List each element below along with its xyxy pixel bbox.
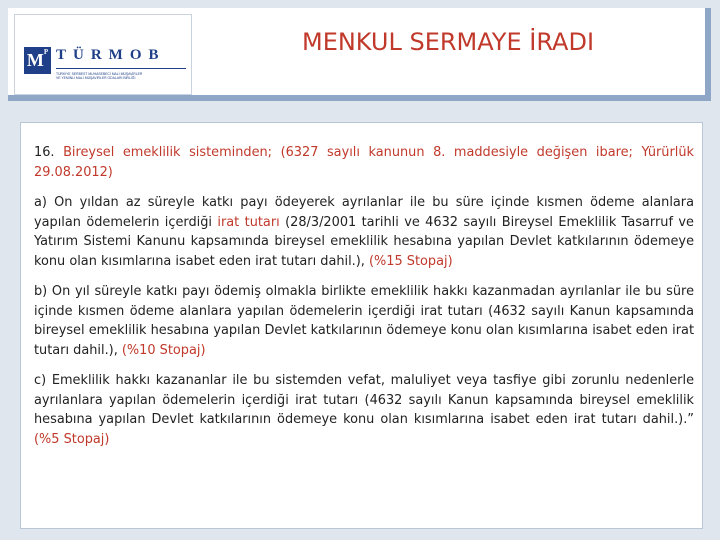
slide-title: MENKUL SERMAYE İRADI [301,28,595,56]
logo-name: TÜRMOB [56,47,166,63]
paragraph-16 [34,143,694,182]
paragraph-c-text: c) Emeklilik hakkı kazananlar ile bu sistemden vefat, maluliyet veya tasfiye gibi zorunlu nedenlerle ayrılanlara yapılan ödemelerin içerdiği irat tutarı (4632 sayılı Kanun kapsamında bireysel emeklilik hesabına yapılan Devlet katkılarının ödemeye konu olan kısımlarına isabet eden irat tutarı dahil.).” [34,373,694,427]
slide-header [8,8,711,101]
paragraph-b-text: b) On yıl süreyle katkı payı ödemiş olmakla birlikte emeklilik hakkı kazanmadan ayrılanlar ile bu süre içinde kısmen ödeme alanlara yapılan ödemelerin içerdiği irat tutarı (4632 sayılı Kanun kapsamında bireysel emeklilik hesabına yapılan Devlet katkılarının ödemeye konu olan kısımlarına isabet eden irat tutarı dahil.), [34,284,694,358]
logo-subtitle-line-1: TÜRKİYE SERBEST MUHASEBECİ MALİ MÜŞAVİRLER [56,72,143,76]
paragraph-c [34,371,694,449]
paragraph-c-stopaj: (%5 Stopaj) [34,431,110,447]
paragraph-16-number: 16. [34,145,64,160]
content-panel [20,122,703,529]
logo-mark-sup: P [43,48,49,56]
paragraph-b [34,282,694,360]
paragraph-a [34,193,694,271]
logo-mark-icon [24,47,51,74]
paragraph-a-highlight: irat tutarı [217,214,280,230]
logo-subtitle [56,72,188,81]
logo-subtitle-line-2: VE YEMİNLİ MALİ MÜŞAVİRLER ODALARI BİRLİĞİ [56,76,136,81]
paragraph-16-text: Bireysel emeklilik sisteminden; (6327 sayılı kanunun 8. maddesiyle değişen ibare; Yürürlük 29.08.2012) [34,145,694,180]
logo-divider [56,68,186,69]
paragraph-a-text-1: a) On yıldan az süreyle katkı payı ödeyerek ayrılanlar ile bu süre içinde kısmen ödeme alanlara yapılan ödemelerin içerdiği [34,195,694,230]
paragraph-a-text-2: (28/3/2001 tarihli ve 4632 sayılı Bireysel Emeklilik Tasarruf ve Yatırım Sistemi Kanunu kapsamında bireysel emeklilik hesabına yapılan Devlet katkılarının ödemeye konu olan kısımlarına isabet eden irat tutarı dahil.), [34,214,694,269]
paragraph-a-stopaj: (%15 Stopaj) [369,253,453,269]
paragraph-b-stopaj: (%10 Stopaj) [121,342,206,358]
logo-mark-letter: M [26,50,44,70]
turmob-logo [14,14,192,95]
